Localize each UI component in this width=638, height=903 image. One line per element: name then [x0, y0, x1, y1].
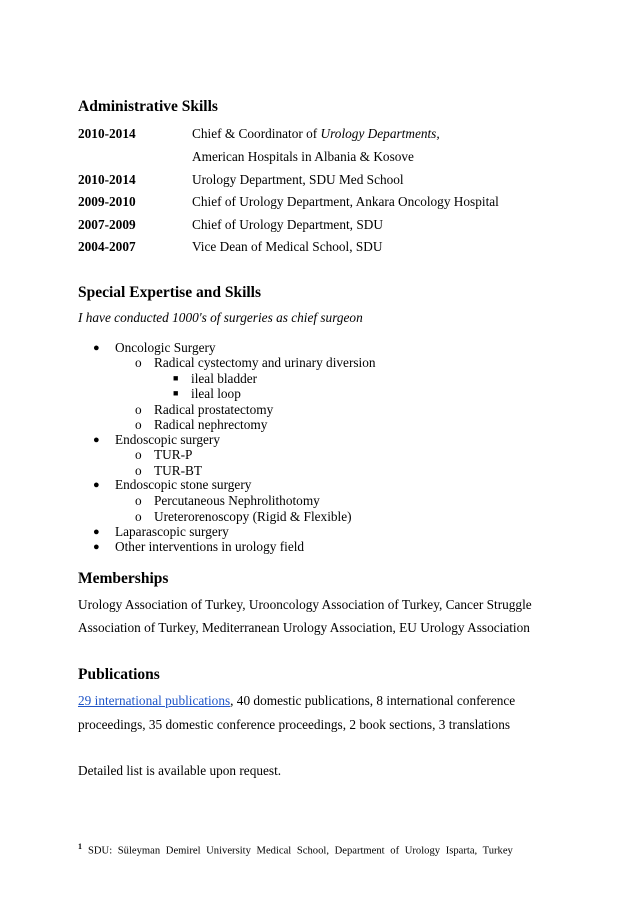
- footnote: [78, 842, 513, 857]
- expertise-heading: Special Expertise and Skills: [78, 284, 262, 301]
- expertise-intro: I have conducted 1000's of surgeries as chief surgeon: [78, 310, 363, 325]
- international-publications-link[interactable]: 29 international publications: [78, 693, 231, 708]
- publications-heading: Publications: [78, 666, 160, 683]
- list-item: ileal loop: [191, 386, 241, 401]
- bullet-circle-icon: o: [135, 463, 142, 478]
- footnote-mark: 1: [78, 842, 82, 851]
- list-item: Endoscopic surgery: [115, 432, 220, 447]
- admin-desc-3: Chief of Urology Department, Ankara Oncology Hospital: [192, 194, 499, 209]
- admin-desc-1: [192, 126, 440, 142]
- list-item: Other interventions in urology field: [115, 539, 305, 554]
- bullet-dot-icon: ●: [93, 526, 100, 538]
- admin-desc-5: Vice Dean of Medical School, SDU: [192, 239, 383, 254]
- list-item: Endoscopic stone surgery: [115, 477, 252, 492]
- publications-line-1: [78, 693, 515, 709]
- bullet-circle-icon: o: [135, 402, 142, 417]
- list-item: Radical cystectomy and urinary diversion: [154, 355, 376, 370]
- admin-heading: Administrative Skills: [78, 98, 218, 115]
- admin-desc-4: Chief of Urology Department, SDU: [192, 217, 383, 232]
- bullet-square-icon: ■: [173, 373, 179, 383]
- admin-desc-1-italic: Urology Departments,: [320, 126, 440, 141]
- bullet-dot-icon: ●: [93, 434, 100, 446]
- list-item: ileal bladder: [191, 371, 258, 386]
- admin-year-5: 2004-2007: [78, 239, 136, 254]
- footnote-text: SDU: Süleyman Demirel University Medical School, Department of Urology Isparta, Turkey: [88, 845, 513, 857]
- admin-desc-1-text: Chief & Coordinator of: [192, 126, 321, 141]
- admin-desc-1b: American Hospitals in Albania & Kosove: [192, 149, 414, 164]
- bullet-dot-icon: ●: [93, 342, 100, 354]
- bullet-circle-icon: o: [135, 417, 142, 432]
- list-item: TUR-P: [154, 447, 193, 462]
- admin-year-3: 2009-2010: [78, 194, 136, 209]
- bullet-square-icon: ■: [173, 388, 179, 398]
- bullet-dot-icon: ●: [93, 541, 100, 553]
- memberships-line-2: Association of Turkey, Mediterranean Urology Association, EU Urology Association: [78, 620, 530, 635]
- bullet-circle-icon: o: [135, 447, 142, 462]
- bullet-circle-icon: o: [135, 493, 142, 508]
- publications-line-1-rest: , 40 domestic publications, 8 international conference: [230, 693, 516, 708]
- memberships-heading: Memberships: [78, 570, 169, 587]
- list-item: TUR-BT: [154, 463, 203, 478]
- list-item: Oncologic Surgery: [115, 340, 216, 355]
- list-item: Percutaneous Nephrolithotomy: [154, 493, 320, 508]
- list-item: Laparascopic surgery: [115, 524, 229, 539]
- admin-year-2: 2010-2014: [78, 172, 136, 187]
- admin-year-4: 2007-2009: [78, 217, 136, 232]
- bullet-circle-icon: o: [135, 355, 142, 370]
- list-item: Radical prostatectomy: [154, 402, 274, 417]
- admin-desc-2: Urology Department, SDU Med School: [192, 172, 404, 187]
- bullet-circle-icon: o: [135, 509, 142, 524]
- memberships-line-1: Urology Association of Turkey, Urooncology Association of Turkey, Cancer Struggle: [78, 597, 532, 612]
- bullet-dot-icon: ●: [93, 479, 100, 491]
- list-item: Radical nephrectomy: [154, 417, 268, 432]
- admin-year-1: 2010-2014: [78, 126, 136, 141]
- publications-line-2: proceedings, 35 domestic conference proceedings, 2 book sections, 3 translations: [78, 717, 511, 732]
- publications-note: Detailed list is available upon request.: [78, 763, 282, 778]
- list-item: Ureterorenoscopy (Rigid & Flexible): [154, 509, 352, 524]
